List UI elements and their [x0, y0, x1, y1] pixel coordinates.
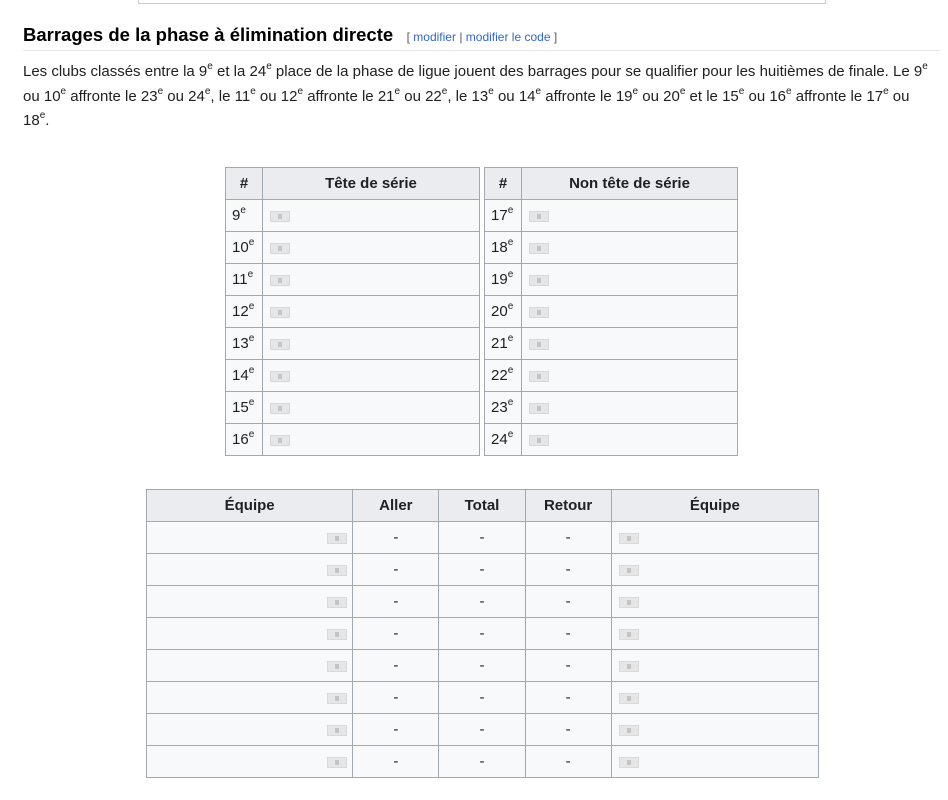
unseeded-num-header: #	[485, 168, 522, 200]
team-cell	[522, 424, 738, 456]
rank-cell: 13e	[226, 328, 263, 360]
table-row	[147, 650, 819, 682]
table-row	[485, 200, 738, 232]
leg2-score: -	[525, 682, 611, 714]
flag-placeholder-icon	[270, 403, 290, 414]
aggregate-score: -	[439, 714, 525, 746]
ties-leg2-header: Retour	[525, 490, 611, 522]
flag-placeholder-icon	[327, 597, 347, 608]
edit-separator: |	[459, 30, 463, 44]
flag-placeholder-icon	[270, 435, 290, 446]
table-row	[485, 392, 738, 424]
rank-cell: 22e	[485, 360, 522, 392]
table-row	[147, 554, 819, 586]
table-row	[485, 328, 738, 360]
leg1-score: -	[353, 618, 439, 650]
leg1-score: -	[353, 746, 439, 778]
leg1-score: -	[353, 714, 439, 746]
unseeded-team-header: Non tête de série	[522, 168, 738, 200]
flag-placeholder-icon	[270, 275, 290, 286]
flag-placeholder-icon	[529, 275, 549, 286]
flag-placeholder-icon	[619, 725, 639, 736]
flag-placeholder-icon	[619, 533, 639, 544]
flag-placeholder-icon	[529, 211, 549, 222]
leg2-score: -	[525, 618, 611, 650]
flag-placeholder-icon	[327, 693, 347, 704]
infobox-bottom-edge	[138, 0, 826, 4]
home-team-cell	[147, 714, 353, 746]
flag-placeholder-icon	[529, 371, 549, 382]
flag-placeholder-icon	[619, 757, 639, 768]
team-cell	[522, 360, 738, 392]
team-cell	[263, 296, 480, 328]
away-team-cell	[611, 746, 818, 778]
team-cell	[263, 424, 480, 456]
aggregate-score: -	[439, 618, 525, 650]
flag-placeholder-icon	[529, 339, 549, 350]
flag-placeholder-icon	[270, 371, 290, 382]
edit-section-links	[407, 30, 558, 44]
rank-cell: 23e	[485, 392, 522, 424]
ties-team1-header: Équipe	[147, 490, 353, 522]
flag-placeholder-icon	[619, 629, 639, 640]
rank-cell: 17e	[485, 200, 522, 232]
flag-placeholder-icon	[529, 403, 549, 414]
leg2-score: -	[525, 554, 611, 586]
edit-code-link[interactable]: modifier le code	[465, 30, 551, 44]
rank-cell: 15e	[226, 392, 263, 424]
table-row	[147, 682, 819, 714]
team-cell	[522, 392, 738, 424]
table-row	[226, 296, 480, 328]
aggregate-score: -	[439, 746, 525, 778]
flag-placeholder-icon	[270, 243, 290, 254]
leg1-score: -	[353, 682, 439, 714]
flag-placeholder-icon	[327, 565, 347, 576]
edit-bracket-close: ]	[553, 30, 558, 44]
playoff-ties-table	[146, 489, 819, 778]
table-row	[226, 328, 480, 360]
seeded-num-header: #	[226, 168, 263, 200]
home-team-cell	[147, 522, 353, 554]
team-cell	[522, 264, 738, 296]
rank-cell: 18e	[485, 232, 522, 264]
table-row	[485, 424, 738, 456]
flag-placeholder-icon	[327, 629, 347, 640]
rank-cell: 20e	[485, 296, 522, 328]
leg2-score: -	[525, 650, 611, 682]
team-cell	[522, 232, 738, 264]
leg2-score: -	[525, 746, 611, 778]
team-cell	[522, 296, 738, 328]
aggregate-score: -	[439, 554, 525, 586]
table-row	[485, 360, 738, 392]
rank-cell: 10e	[226, 232, 263, 264]
rank-cell: 24e	[485, 424, 522, 456]
edit-link[interactable]: modifier	[413, 30, 456, 44]
flag-placeholder-icon	[270, 307, 290, 318]
home-team-cell	[147, 586, 353, 618]
team-cell	[522, 200, 738, 232]
flag-placeholder-icon	[270, 211, 290, 222]
rank-cell: 21e	[485, 328, 522, 360]
table-row	[147, 746, 819, 778]
rank-cell: 11e	[226, 264, 263, 296]
table-row	[485, 296, 738, 328]
team-cell	[263, 328, 480, 360]
away-team-cell	[611, 682, 818, 714]
rank-cell: 9e	[226, 200, 263, 232]
edit-bracket-open: [	[406, 30, 410, 44]
table-row	[226, 392, 480, 424]
ties-leg1-header: Aller	[353, 490, 439, 522]
rank-cell: 19e	[485, 264, 522, 296]
flag-placeholder-icon	[529, 307, 549, 318]
table-row	[226, 264, 480, 296]
table-row	[226, 200, 480, 232]
rank-cell: 14e	[226, 360, 263, 392]
team-cell	[263, 200, 480, 232]
flag-placeholder-icon	[619, 693, 639, 704]
flag-placeholder-icon	[327, 757, 347, 768]
intro-paragraph: Les clubs classés entre la 9e et la 24e place de la phase de ligue jouent des barrages pour se qualifier pour les huitièmes de finale. Le 9e ou 10e affronte le 23e ou 24e, le 11e ou 12e affronte le 21e ou 22e, le 13e ou 14e affronte le 19e ou 20e et le 15e ou 16e affronte le 17e ou 18e.	[23, 61, 928, 129]
seeded-team-header: Tête de série	[263, 168, 480, 200]
flag-placeholder-icon	[619, 565, 639, 576]
home-team-cell	[147, 554, 353, 586]
leg1-score: -	[353, 522, 439, 554]
leg2-score: -	[525, 522, 611, 554]
seeded-teams-table	[225, 167, 480, 456]
table-row	[226, 360, 480, 392]
table-row	[485, 232, 738, 264]
aggregate-score: -	[439, 586, 525, 618]
leg1-score: -	[353, 650, 439, 682]
flag-placeholder-icon	[529, 243, 549, 254]
table-row	[147, 714, 819, 746]
flag-placeholder-icon	[327, 725, 347, 736]
section-title: Barrages de la phase à élimination directe	[23, 24, 394, 45]
leg1-score: -	[353, 554, 439, 586]
team-cell	[263, 392, 480, 424]
ties-team2-header: Équipe	[611, 490, 818, 522]
team-cell	[263, 360, 480, 392]
rank-cell: 16e	[226, 424, 263, 456]
section-heading-row	[23, 22, 940, 51]
team-cell	[522, 328, 738, 360]
team-cell	[263, 232, 480, 264]
away-team-cell	[611, 650, 818, 682]
team-cell	[263, 264, 480, 296]
aggregate-score: -	[439, 650, 525, 682]
table-row	[226, 424, 480, 456]
table-row	[485, 264, 738, 296]
home-team-cell	[147, 682, 353, 714]
flag-placeholder-icon	[619, 597, 639, 608]
away-team-cell	[611, 522, 818, 554]
aggregate-score: -	[439, 682, 525, 714]
away-team-cell	[611, 714, 818, 746]
home-team-cell	[147, 618, 353, 650]
away-team-cell	[611, 618, 818, 650]
flag-placeholder-icon	[327, 661, 347, 672]
flag-placeholder-icon	[529, 435, 549, 446]
home-team-cell	[147, 746, 353, 778]
table-row	[226, 232, 480, 264]
leg2-score: -	[525, 586, 611, 618]
table-row	[147, 586, 819, 618]
unseeded-teams-table	[484, 167, 738, 456]
ties-total-header: Total	[439, 490, 525, 522]
leg1-score: -	[353, 586, 439, 618]
flag-placeholder-icon	[619, 661, 639, 672]
away-team-cell	[611, 554, 818, 586]
table-row	[147, 522, 819, 554]
flag-placeholder-icon	[270, 339, 290, 350]
home-team-cell	[147, 650, 353, 682]
away-team-cell	[611, 586, 818, 618]
leg2-score: -	[525, 714, 611, 746]
rank-cell: 12e	[226, 296, 263, 328]
table-row	[147, 618, 819, 650]
flag-placeholder-icon	[327, 533, 347, 544]
aggregate-score: -	[439, 522, 525, 554]
